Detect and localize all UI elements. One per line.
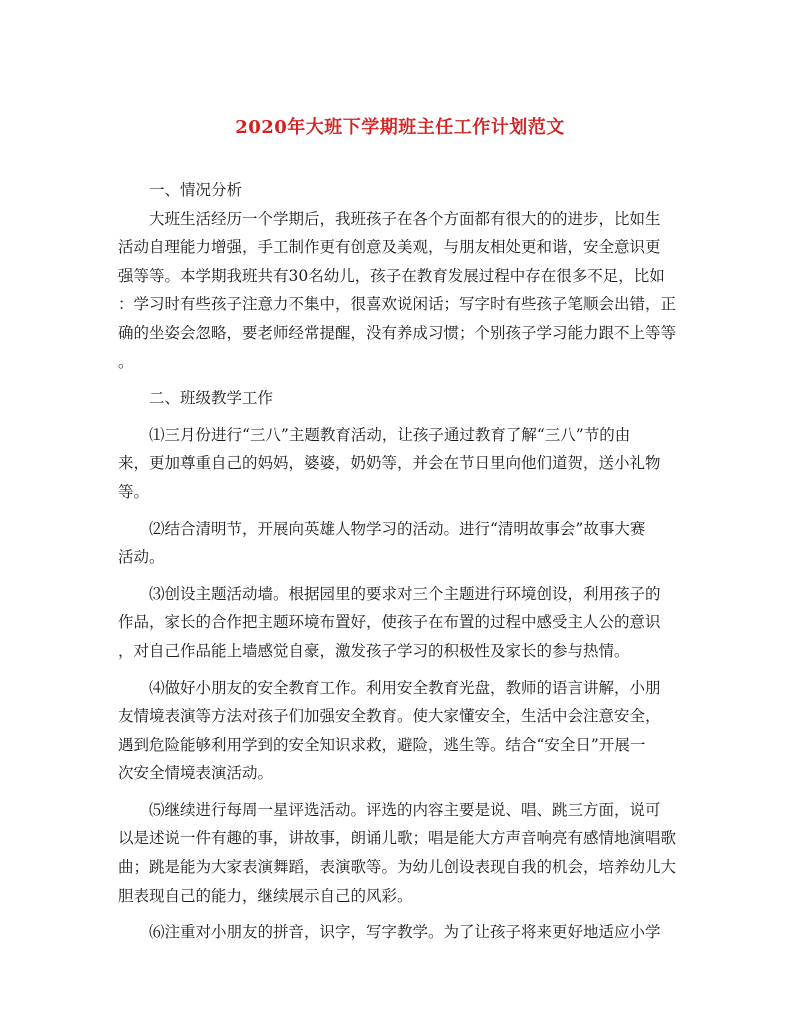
paragraph: [118, 205, 686, 377]
paragraph: [118, 918, 686, 947]
text-line: ，对自己作品能上墙感觉自豪，激发孩子学习的积极性及家长的参与热情。: [118, 641, 630, 660]
text-line: 遇到危险能够利用学到的安全知识求救，避险，逃生等。结合“安全日”开展一: [118, 735, 646, 754]
text-line: ⑴三月份进行“三八”主题教育活动，让孩子通过教育了解“三八”节的由: [149, 425, 631, 444]
text-line: 确的坐姿会忽略，要老师经常提醒，没有养成习惯；个别孩子学习能力跟不上等等: [118, 323, 677, 342]
text-line: 等。: [118, 482, 150, 501]
text-line: 大班生活经历一个学期后，我班孩子在各个方面都有很大的的进步，比如生: [149, 209, 661, 228]
paragraph: [118, 515, 686, 572]
paragraph: [118, 421, 686, 507]
text-line: 来，更加尊重自己的妈妈，婆婆，奶奶等，并会在节日里向他们道贺，送小礼物: [118, 454, 661, 473]
text-line: 一、情况分析: [149, 181, 243, 199]
text-line: ⑶创设主题活动墙。根据园里的要求对三个主题进行环境创设，利用孩子的: [149, 584, 661, 603]
text-line: 。: [118, 352, 134, 371]
section-heading: [118, 384, 686, 413]
text-line: 曲；跳是能为大家表演舞蹈，表演歌等。为幼儿创设表现自我的机会，培养幼儿大: [118, 858, 677, 877]
text-line: ⑹注重对小朋友的拼音，识字，写字教学。为了让孩子将来更好地适应小学: [149, 923, 661, 942]
text-line: 友情境表演等方法对孩子们加强安全教育。使大家懂安全，生活中会注意安全，: [118, 707, 661, 726]
text-line: 作品，家长的合作把主题环境布置好，使孩子在布置的过程中感受主人公的意识: [118, 613, 661, 632]
paragraph: [118, 674, 686, 788]
text-line: ⑵结合清明节，开展向英雄人物学习的活动。进行“清明故事会”故事大赛: [149, 519, 646, 538]
text-line: 二、班级教学工作: [149, 389, 274, 408]
paragraph: [118, 796, 686, 910]
document-body: [118, 176, 686, 947]
document-title: 2020年大班下学期班主任工作计划范文: [235, 117, 565, 138]
text-line: 强等等。本学期我班共有30名幼儿，孩子在教育发展过程中存在很多不足，比如: [118, 266, 665, 285]
text-line: ⑷做好小朋友的安全教育工作。利用安全教育光盘，教师的语言讲解，小朋: [149, 678, 661, 697]
text-line: 胆表现自己的能力，继续展示自己的风彩。: [118, 886, 413, 905]
text-line: ：学习时有些孩子注意力不集中，很喜欢说闲话；写字时有些孩子笔顺会出错，正: [118, 295, 677, 314]
paragraph: [118, 580, 686, 666]
text-line: 活动。: [118, 548, 165, 567]
text-line: 次安全情境表演活动。: [118, 764, 274, 783]
text-line: 以是述说一件有趣的事，讲故事，朗诵儿歌；唱是能大方声音响亮有感情地演唱歌: [118, 829, 677, 848]
text-line: ⑸继续进行每周一星评选活动。评选的内容主要是说、唱、跳三方面，说可: [149, 800, 661, 819]
section-heading: [118, 176, 686, 205]
text-line: 活动自理能力增强，手工制作更有创意及美观，与朋友相处更和谐，安全意识更: [118, 238, 661, 257]
